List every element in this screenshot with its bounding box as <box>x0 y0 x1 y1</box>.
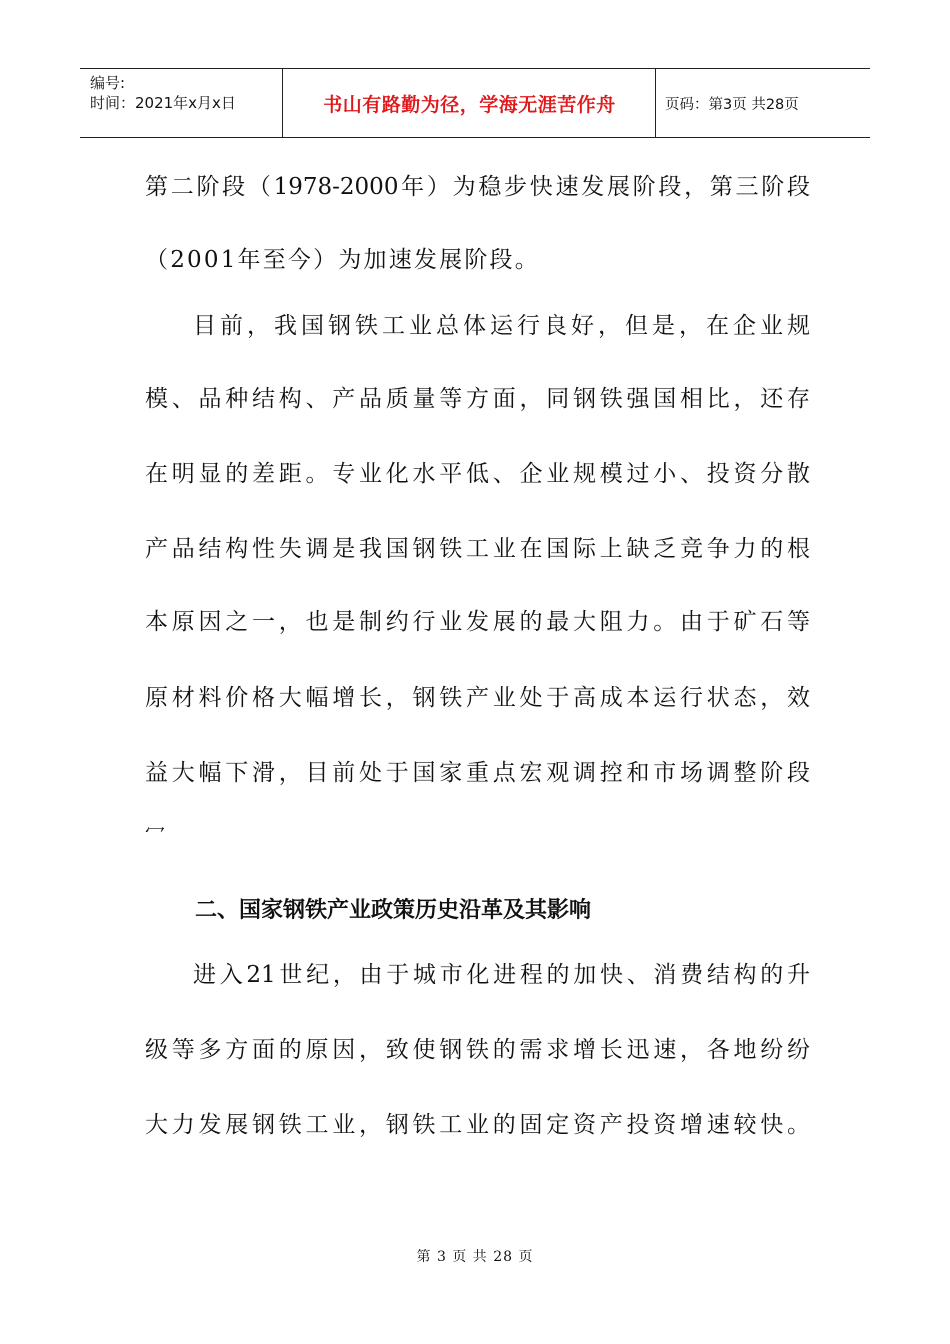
paragraph-line: 进入21世纪，由于城市化进程的加快、消费结构的升 <box>193 962 810 988</box>
stray-mark: 冖 <box>145 820 165 844</box>
header-motto: 书山有路勤为径，学海无涯苦作舟 <box>323 93 616 116</box>
header-meta <box>90 73 280 113</box>
paragraph-line: 产品结构性失调是我国钢铁工业在国际上缺乏竞争力的根 <box>145 536 810 562</box>
paragraph-line: （2001年至今）为加速发展阶段。 <box>145 247 540 273</box>
page-header <box>80 68 870 138</box>
paragraph-line: 模、品种结构、产品质量等方面，同钢铁强国相比，还存 <box>145 386 810 412</box>
header-divider <box>282 69 283 137</box>
paragraph-line: 原材料价格大幅增长，钢铁产业处于高成本运行状态，效 <box>145 685 810 711</box>
document-number-label: 编号: <box>90 74 126 92</box>
header-page-info: 页码：第3页 共28页 <box>665 96 799 113</box>
paragraph-line: 在明显的差距。专业化水平低、企业规模过小、投资分散 <box>145 461 810 487</box>
paragraph-line: 大力发展钢铁工业，钢铁工业的固定资产投资增速较快。 <box>145 1112 810 1138</box>
paragraph-line: 目前，我国钢铁工业总体运行良好，但是，在企业规 <box>193 313 810 339</box>
header-divider <box>655 69 656 137</box>
paragraph-line: 益大幅下滑，目前处于国家重点宏观调控和市场调整阶段 <box>145 760 810 786</box>
document-time-label: 时间：2021年x月x日 <box>90 94 236 112</box>
page-footer: 第 3 页 共 28 页 <box>416 1249 534 1265</box>
paragraph-line: 第二阶段（1978-2000年）为稳步快速发展阶段，第三阶段 <box>145 174 810 200</box>
paragraph-line: 本原因之一，也是制约行业发展的最大阻力。由于矿石等 <box>145 609 810 635</box>
paragraph-line: 级等多方面的原因，致使钢铁的需求增长迅速，各地纷纷 <box>145 1037 810 1063</box>
section-heading: 二、国家钢铁产业政策历史沿革及其影响 <box>195 898 592 923</box>
